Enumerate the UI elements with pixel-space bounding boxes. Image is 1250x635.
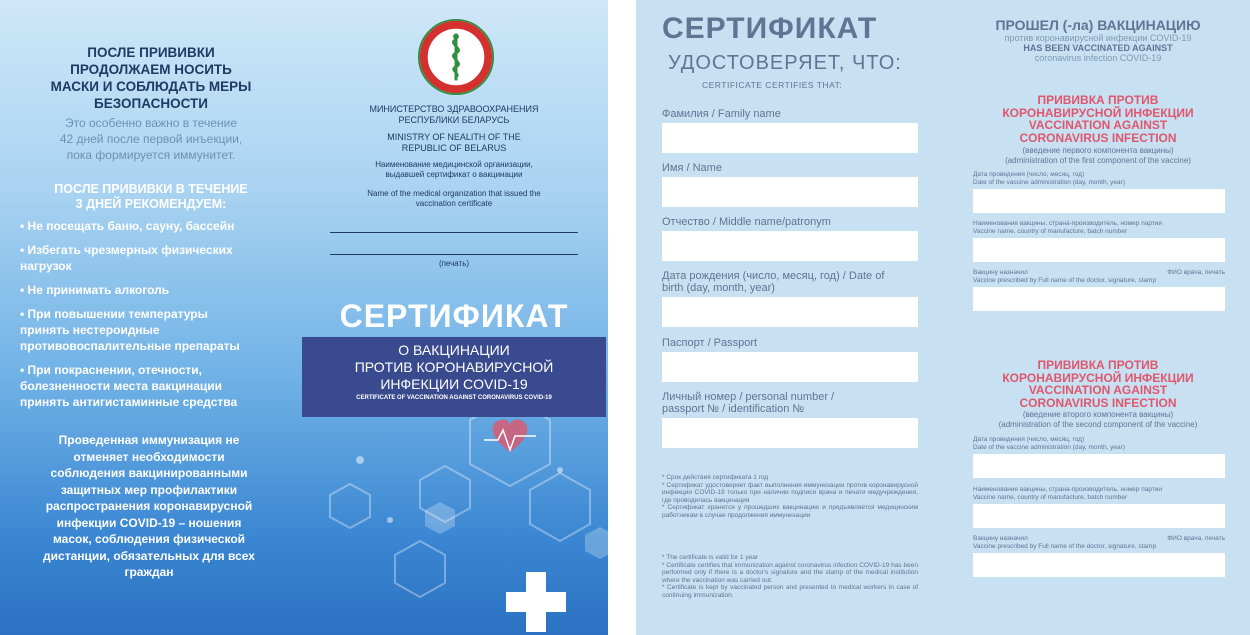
- dose1-vaccine-label: [973, 220, 1225, 236]
- note-line: 42 дней после первой инъекции,: [59, 132, 243, 146]
- list-item: [20, 282, 280, 298]
- org-name-en: [300, 189, 608, 209]
- dose2-vaccine-label: [973, 486, 1225, 502]
- dose-title-line: VACCINATION AGAINST: [1028, 383, 1168, 397]
- field-label-line: birth (day, month, year): [662, 282, 775, 294]
- list-item-line: • При повышении температуры: [20, 307, 208, 321]
- list-item-line: • При покраснении, отечности,: [20, 363, 202, 377]
- vaccinated-title: ПРОШЕЛ (-ла) ВАКЦИНАЦИЮ: [995, 17, 1201, 33]
- birth-date-field[interactable]: [662, 297, 918, 327]
- dose-title-line: CORONAVIRUS INFECTION: [1019, 130, 1177, 145]
- list-item-line: • Не принимать алкоголь: [20, 283, 170, 297]
- label-line: Наименование вакцины, страна-производитель, номер партии: [973, 220, 1163, 227]
- field-label-line: Отчество / Middle name/patronym: [662, 216, 831, 228]
- dose-title-line: КОРОНАВИРУСНОЙ ИНФЕКЦИИ: [1002, 370, 1194, 385]
- advice-heading-line: БЕЗОПАСНОСТИ: [94, 96, 208, 111]
- banner-line: ИНФЕКЦИИ COVID-19: [380, 376, 528, 392]
- dose2-date-label: [973, 436, 1225, 452]
- note-line: Это особенно важно в течение: [64, 116, 237, 130]
- personal-number-field[interactable]: [662, 418, 918, 448]
- immunization-line: масок, соблюдения физической: [52, 532, 246, 546]
- immunization-note: [14, 432, 284, 581]
- against-en: coronavirus infection COVID-19: [1034, 53, 1162, 63]
- vaccination-heading: [952, 17, 1244, 63]
- note-line: * Сертификат удостоверяет факт выполнения иммунизации против коронавирусной инфекции COVID-19 только при наличии подписи врача и печати медучреждения, где проводилась вакцинация: [662, 481, 918, 504]
- list-item: [20, 306, 280, 354]
- dose2-component: [952, 410, 1244, 429]
- label-line: ФИО врача, печать: [1167, 535, 1225, 542]
- label-line: Vaccine prescribed by Full name of the doctor, signature, stamp: [973, 277, 1157, 284]
- family-name-field[interactable]: [662, 123, 918, 153]
- immunization-line: отменяет необходимости: [73, 449, 225, 464]
- middle-name-label: [662, 216, 912, 228]
- field-label-line: Дата рождения (число, месяц, год) / Date of: [662, 270, 885, 282]
- advice-heading-line: ПРОДОЛЖАЕМ НОСИТЬ: [70, 62, 232, 77]
- list-item-line: • Не посещать баню, сауну, бассейн: [20, 219, 235, 233]
- dose2-vaccine-field[interactable]: [973, 504, 1225, 528]
- label-line: Наименование вакцины, страна-производитель, номер партии: [973, 486, 1163, 493]
- has-been-vaccinated: HAS BEEN VACCINATED AGAINST: [1023, 43, 1173, 53]
- ministry-emblem-icon: [417, 18, 495, 96]
- org-signature-line: [330, 232, 578, 233]
- cover-spread: [0, 0, 608, 635]
- dose1-date-label: [973, 171, 1225, 187]
- note-line: пока формируется иммунитет.: [66, 148, 236, 162]
- list-item: [20, 218, 280, 234]
- note-line: * Certificate certifies that immunization against coronavirus infection COVID-19 has been performed only if there is a doctor's signature and the stamp of the medical institution where the vaccination was carried out.: [662, 561, 918, 584]
- label-line: Vaccine prescribed by Full name of the doctor, signature, stamp: [973, 543, 1157, 550]
- immunization-line: дистанции, обязательных для всех: [43, 548, 255, 563]
- field-label-line: Паспорт / Passport: [662, 337, 758, 349]
- label-line: Date of the vaccine administration (day, month, year): [973, 179, 1125, 186]
- ministry-line: MINISTRY OF NEALITH OF THE: [387, 132, 521, 142]
- dose2-title: [952, 359, 1244, 409]
- personal-number-label: [662, 391, 912, 415]
- banner-en: CERTIFICATE OF VACCINATION AGAINST CORONAVIRUS COVID-19: [356, 395, 552, 401]
- label-line: Vaccine name, country of manufacture, batch number: [973, 228, 1128, 235]
- dose2-prescribed-field[interactable]: [973, 553, 1225, 577]
- form-subtitle-en: CERTIFICATE CERTIFIES THAT:: [702, 80, 843, 90]
- field-label-line: Имя / Name: [662, 162, 722, 174]
- birth-date-label: [662, 270, 912, 294]
- ministry-line: REPUBLIC OF BELARUS: [401, 143, 507, 153]
- label-line: Вакцину назначил: [973, 535, 1028, 542]
- label-line: Дата проведения (число, месяц, год): [973, 436, 1085, 443]
- label-split: [973, 269, 1225, 277]
- note-line: * Certificate is kept by vaccinated person and presented to medical workers in case of continuing immunization.: [662, 584, 918, 599]
- org-line: vaccination certificate: [415, 199, 493, 208]
- immunization-line: распространения коронавирусной: [45, 499, 253, 513]
- component-line: (введение второго компонента вакцины): [1022, 410, 1174, 419]
- org-line: Наименование медицинской организации,: [375, 160, 533, 169]
- org-line: Name of the medical organization that issued the: [367, 189, 541, 198]
- label-line: Vaccine name, country of manufacture, batch number: [973, 494, 1128, 501]
- recommend-line: 3 ДНЕЙ РЕКОМЕНДУЕМ:: [75, 197, 227, 211]
- dose-title-line: ПРИВИВКА ПРОТИВ: [1037, 93, 1159, 107]
- recommend-list: [20, 218, 280, 410]
- notes-en: [662, 554, 918, 599]
- dose1-component: [952, 146, 1244, 165]
- note-line: * The certificate is valid for 1 year: [662, 554, 758, 561]
- list-item: [20, 362, 280, 410]
- org-signature-line: [330, 254, 578, 255]
- dose-title-line: VACCINATION AGAINST: [1028, 118, 1168, 132]
- advice-panel: [0, 0, 300, 635]
- component-line: (administration of the second component of the vaccine): [998, 419, 1198, 429]
- recommend-line: ПОСЛЕ ПРИВИВКИ В ТЕЧЕНИЕ: [54, 182, 248, 196]
- certificate-form: [636, 0, 1250, 635]
- label-split: [973, 535, 1225, 543]
- list-item-line: нагрузок: [20, 259, 72, 273]
- org-name-ru: [300, 160, 608, 180]
- dose1-date-field[interactable]: [973, 189, 1225, 213]
- advice-heading-line: МАСКИ И СОБЛЮДАТЬ МЕРЫ: [50, 79, 252, 94]
- dose1-vaccine-field[interactable]: [973, 238, 1225, 262]
- list-item-line: противовоспалительные препараты: [20, 339, 240, 353]
- org-line: выдавшей сертификат о вакцинации: [385, 170, 523, 179]
- ministry-name-en: [300, 132, 608, 154]
- recommend-heading: [20, 182, 282, 212]
- ministry-line: МИНИСТЕРСТВО ЗДРАВООХРАНЕНИЯ: [369, 104, 539, 114]
- label-line: Date of the vaccine administration (day, month, year): [973, 444, 1125, 451]
- note-line: * Срок действия сертификата 1 год: [662, 474, 769, 481]
- advice-heading-line: ПОСЛЕ ПРИВИВКИ: [87, 45, 215, 60]
- label-line: ФИО врача, печать: [1167, 269, 1225, 276]
- notes-ru: [662, 474, 918, 519]
- family-name-label: [662, 108, 912, 120]
- name-label: [662, 162, 912, 174]
- component-line: (administration of the first component of the vaccine): [1005, 155, 1191, 165]
- advice-heading: [20, 44, 282, 112]
- ministry-name-ru: [300, 104, 608, 126]
- against-ru: против коронавирусной инфекции COVID-19: [1004, 33, 1192, 43]
- label-line: Дата проведения (число, месяц, год): [973, 171, 1085, 178]
- passport-field[interactable]: [662, 352, 918, 382]
- field-label-line: Личный номер / personal number /: [662, 391, 835, 403]
- list-item-line: • Избегать чрезмерных физических: [20, 243, 233, 257]
- field-label-line: Фамилия / Family name: [662, 108, 781, 120]
- list-item-line: принять антигистаминные средства: [20, 395, 238, 409]
- immunization-line: инфекции COVID-19 – ношения: [56, 515, 242, 530]
- passport-label: [662, 337, 912, 349]
- dose-title-line: ПРИВИВКА ПРОТИВ: [1037, 358, 1159, 372]
- form-subtitle: УДОСТОВЕРЯЕТ, ЧТО:: [668, 52, 902, 74]
- note-line: * Сертификат хранится у прошедших вакцинацию и предъявляется медицинским работникам в случае продолжения иммунизации: [662, 504, 918, 519]
- cover-title: СЕРТИФИКАТ: [339, 298, 569, 334]
- banner-line: ПРОТИВ КОРОНАВИРУСНОЙ: [354, 359, 554, 375]
- dose2-prescribed-label: [973, 535, 1225, 551]
- stamp-label: (печать): [438, 259, 470, 268]
- banner-line: О ВАКЦИНАЦИИ: [398, 342, 510, 358]
- advice-note: [20, 115, 282, 163]
- dose-title-line: CORONAVIRUS INFECTION: [1019, 395, 1177, 410]
- immunization-line: соблюдения вакцинированными: [50, 466, 248, 480]
- component-line: (введение первого компонента вакцины): [1022, 146, 1174, 155]
- list-item-line: болезненности места вакцинации: [20, 379, 223, 393]
- cover-banner: [302, 337, 606, 417]
- form-title: СЕРТИФИКАТ: [662, 12, 878, 45]
- dose-title-line: КОРОНАВИРУСНОЙ ИНФЕКЦИИ: [1002, 105, 1194, 120]
- dose2-date-field[interactable]: [973, 454, 1225, 478]
- medical-cross-icon: [506, 572, 566, 632]
- list-item-line: принять нестероидные: [20, 323, 160, 337]
- dose1-prescribed-label: [973, 269, 1225, 285]
- dose1-prescribed-field[interactable]: [973, 287, 1225, 311]
- immunization-line: защитных мер профилактики: [60, 482, 238, 497]
- middle-name-field[interactable]: [662, 231, 918, 261]
- label-line: Вакцину назначил: [973, 269, 1028, 276]
- field-label-line: passport № / identification №: [662, 403, 805, 415]
- ministry-line: РЕСПУБЛИКИ БЕЛАРУСЬ: [398, 115, 510, 125]
- name-field[interactable]: [662, 177, 918, 207]
- immunization-line: граждан: [124, 565, 174, 579]
- list-item: [20, 242, 280, 274]
- dose1-title: [952, 94, 1244, 144]
- immunization-line: Проведенная иммунизация не: [58, 433, 240, 447]
